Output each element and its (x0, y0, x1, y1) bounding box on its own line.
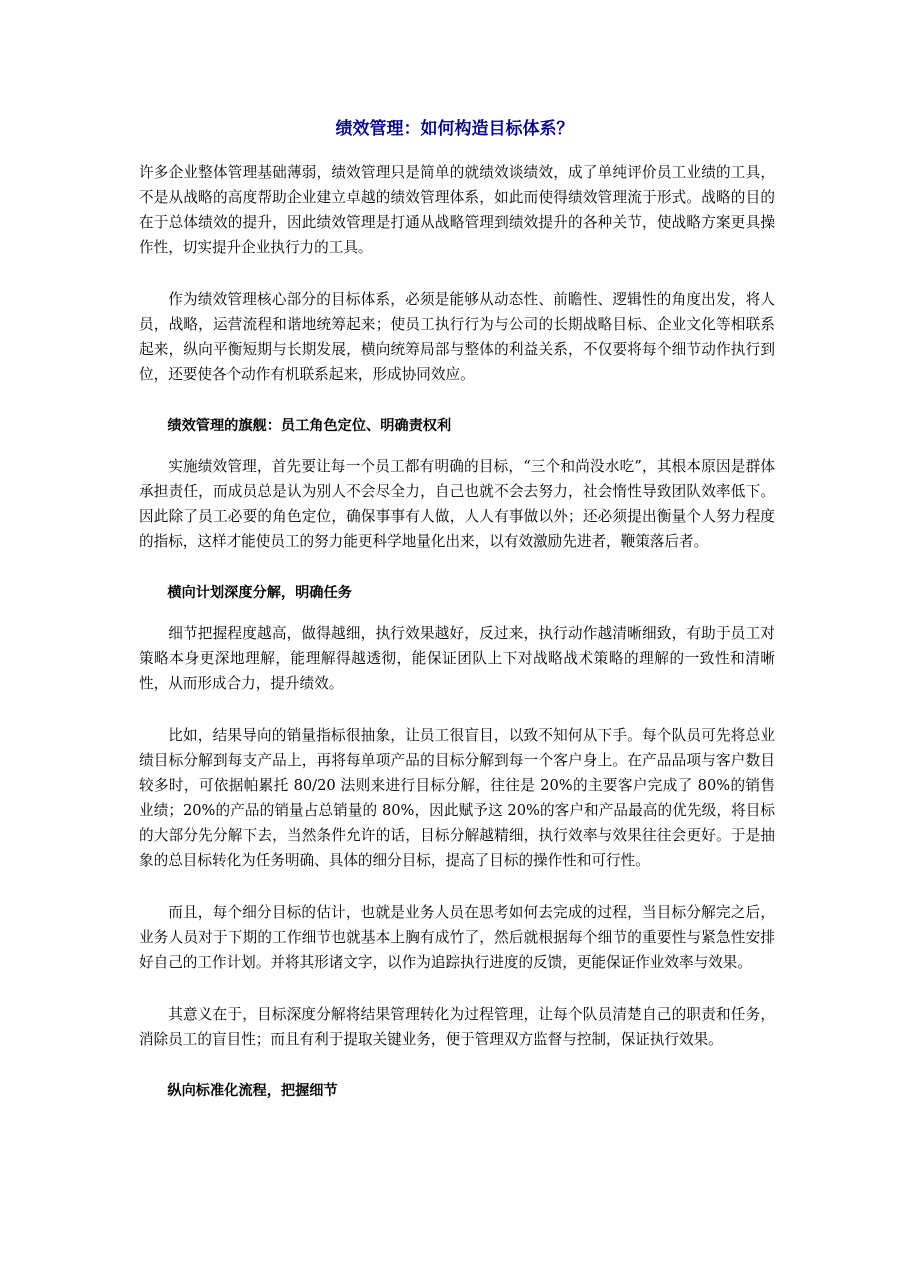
paragraph: 细节把握程度越高，做得越细，执行效果越好，反过来，执行动作越清晰细致，有助于员工对策略本身更深地理解，能理解得越透彻，能保证团队上下对战略战术策略的理解的一致性和清晰性，从而形成合力，提升绩效。 (139, 625, 775, 692)
paragraph: 而且，每个细分目标的估计，也就是业务人员在思考如何去完成的过程，当目标分解完之后，业务人员对于下期的工作细节也就基本上胸有成竹了，然后就根据每个细节的重要性与紧急性安排好自己的工作计划。并将其形诸文字，以作为追踪执行进度的反馈，更能保证作业效率与效果。 (139, 904, 775, 971)
paragraph: 实施绩效管理，首先要让每一个员工都有明确的目标，“三个和尚没水吃”，其根本原因是群体承担责任，而成员总是认为别人不会尽全力，自己也就不会去努力，社会惰性导致团队效率低下。因此除了员工必要的角色定位，确保事事有人做，人人有事做以外；还必须提出衡量个人努力程度的指标，这样才能使员工的努力能更科学地量化出来，以有效激励先进者，鞭策落后者。 (139, 458, 775, 550)
paragraph: 比如，结果导向的销量指标很抽象，让员工很盲目，以致不知何从下手。每个队员可先将总业绩目标分解到每支产品上，再将每单项产品的目标分解到每一个客户身上。在产品品项与客户数目较多时，可依据帕累托 80/20 法则来进行目标分解，往往是 20%的主要客户完成了 80%的销售业绩；20%的产品的销量占总销量的 80%，因此赋予这 20%的客户和产品最高的优先级，将目标的大部分先分解下去，当然条件允许的话，目标分解越精细，执行效率与效果往往会更好。于是抽象的总目标转化为任务明确、具体的细分目标，提高了目标的操作性和可行性。 (139, 727, 775, 869)
document-body (139, 160, 775, 1119)
section-heading: 横向计划深度分解，明确任务 (167, 585, 352, 601)
paragraph: 许多企业整体管理基础薄弱，绩效管理只是简单的就绩效谈绩效，成了单纯评价员工业绩的工具，不是从战略的高度帮助企业建立卓越的绩效管理体系，如此而使得绩效管理流于形式。战略的目的在于总体绩效的提升，因此绩效管理是打通从战略管理到绩效提升的各种关节，使战略方案更具操作性，切实提升企业执行力的工具。 (139, 164, 775, 256)
document-title: 绩效管理：如何构造目标体系？ (335, 119, 574, 139)
section-heading: 绩效管理的旗舰：员工角色定位、明确责权利 (167, 418, 452, 434)
section-heading: 纵向标准化流程，把握细节 (167, 1083, 338, 1099)
paragraph: 其意义在于，目标深度分解将结果管理转化为过程管理，让每个队员清楚自己的职责和任务，消除员工的盲目性；而且有利于提取关键业务，便于管理双方监督与控制，保证执行效果。 (139, 1006, 775, 1048)
paragraph: 作为绩效管理核心部分的目标体系，必须是能够从动态性、前瞻性、逻辑性的角度出发，将人员，战略，运营流程和谐地统筹起来；使员工执行行为与公司的长期战略目标、企业文化等相联系起来，纵向平衡短期与长期发展，横向统筹局部与整体的利益关系，不仅要将每个细节动作执行到位，还要使各个动作有机联系起来，形成协同效应。 (139, 291, 775, 383)
